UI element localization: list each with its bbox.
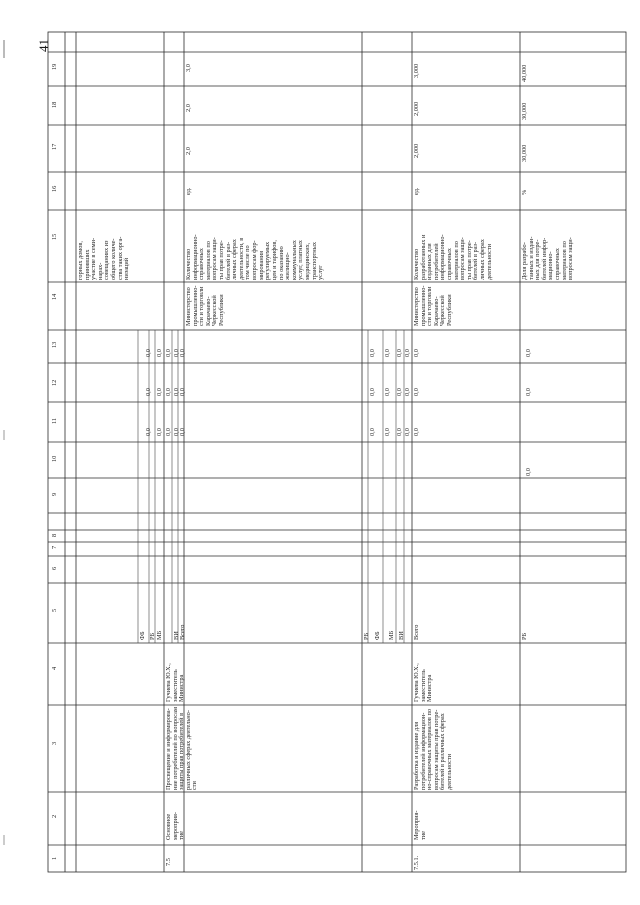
mid-fin-12-d: 0,0 (404, 388, 411, 396)
row-7-5-1-source-rb: РБ (521, 632, 528, 640)
col-num-13: 13 (51, 341, 58, 348)
col-num-14: 14 (51, 293, 58, 300)
row-7-5-1-v19-2: 40,000 (521, 64, 528, 82)
col-num-6: 6 (51, 566, 58, 570)
mid-fin-12-b: 0,0 (384, 388, 391, 396)
row-7-5-1-fin-12-rb: 0,0 (525, 388, 532, 396)
row-7-5-source-total: Всего (179, 624, 186, 640)
row-7-5-fin-12-b: 0,0 (156, 388, 163, 396)
row-7-5-fin-11-c: 0,0 (165, 428, 172, 436)
row-7-5-fin-13-b: 0,0 (156, 349, 163, 357)
row-7-5-fin-12-d: 0,0 (173, 388, 180, 396)
row-7-5-fin-13-e: 0,0 (179, 349, 186, 357)
margin-mark-top (3, 40, 5, 58)
col-num-17: 17 (51, 143, 58, 150)
row-7-5-1-v17-2: 30,000 (521, 144, 528, 162)
mid-fin-11-a: 0,0 (369, 428, 376, 436)
row-7-5-name: Просвещение и информирова- ние потребителей по вопросам защиты прав потребителей в различных сферах деятельно- сти (165, 707, 199, 790)
row-7-5-num: 7.5 (165, 858, 172, 866)
row-7-5-1-fin-11: 0,0 (413, 428, 420, 436)
row-7-5-fin-12-a: 0,0 (145, 388, 152, 396)
row-7-5-source-fb: ФБ (139, 631, 146, 640)
row-7-5-fin-11-e: 0,0 (179, 428, 186, 436)
row-7-5-fin-11-d: 0,0 (173, 428, 180, 436)
top-row-indicator: горных домов, принявших участие в семи- нарах- совещаниях из общего количе- ства таких орга- низаций (77, 236, 131, 280)
row-7-5-fin-13-a: 0,0 (145, 349, 152, 357)
row-7-5-type: Основное мероприя- тие (165, 812, 186, 840)
col-num-11: 11 (51, 417, 58, 424)
col-num-18: 18 (51, 101, 58, 108)
mid-source-vi: ВИ (398, 631, 405, 640)
col-num-9: 9 (51, 492, 58, 496)
mid-fin-13-a: 0,0 (369, 349, 376, 357)
row-7-5-1-v19-1: 3,000 (413, 63, 420, 78)
row-7-5-fin-13-d: 0,0 (173, 349, 180, 357)
col-num-8: 8 (51, 533, 58, 537)
row-7-5-source-mb: МБ (156, 630, 163, 640)
row-7-5-1-indicator-1: Количество разработанных и изданных для потребителей информационно- справочных материалов по вопросам защи- ты прав потре- бителей в раз- личных сферах деятельности (413, 234, 493, 280)
col-num-4: 4 (51, 666, 58, 670)
row-7-5-1-v17-1: 2,000 (413, 143, 420, 158)
row-7-5-1-responsible: Министерство промышленно- сти и торговли Карачаево- Черкесской Республики (413, 285, 454, 326)
row-7-5-1-fin-13: 0,0 (413, 349, 420, 357)
row-7-5-fin-11-a: 0,0 (145, 428, 152, 436)
row-7-5-source-rb: РБ (149, 632, 156, 640)
mid-fin-11-b: 0,0 (384, 428, 391, 436)
row-7-5-1-v18-1: 2,000 (413, 101, 420, 116)
row-7-5-v19: 3,0 (185, 64, 192, 72)
col-num-2: 2 (51, 814, 58, 818)
row-7-5-1-type: Мероприя- тие (413, 810, 427, 840)
row-7-5-indicator: Количество информационно- справочных материалов по вопросам защи- ты прав потре- бителей в раз- личных сферах деятельности, в том числе по вопросам фор- мирования регулируемых цен и тарифов, по оказанию жилищно- коммунальных услуг, платных медицинских, транспортных услуг (185, 234, 325, 280)
mid-fin-11-d: 0,0 (404, 428, 411, 436)
row-7-5-1-indicator-2: Доля разрабо- танных и издан- ных для потре- бителей инфор- мационно- справочных материалов по вопросам защи- (521, 236, 575, 280)
margin-mark-low (3, 835, 5, 845)
row-7-5-fin-11-b: 0,0 (156, 428, 163, 436)
mid-fin-11-c: 0,0 (396, 428, 403, 436)
mid-source-fb: ФБ (374, 631, 381, 640)
col-num-16: 16 (51, 185, 58, 192)
row-7-5-fin-12-c: 0,0 (165, 388, 172, 396)
col-num-1: 1 (51, 856, 58, 860)
mid-fin-12-a: 0,0 (369, 388, 376, 396)
row-7-5-1-fin-13-rb: 0,0 (525, 349, 532, 357)
mid-fin-13-d: 0,0 (404, 349, 411, 357)
row-7-5-fin-12-e: 0,0 (179, 388, 186, 396)
mid-source-mb: МБ (388, 630, 395, 640)
mid-fin-13-b: 0,0 (384, 349, 391, 357)
row-7-5-responsible: Министерство промышленно- сти и торговли Карачаево- Черкесской Республики (185, 285, 226, 326)
col-num-15: 15 (51, 233, 58, 240)
col-num-10: 10 (51, 455, 58, 462)
row-7-5-unit: ед. (185, 187, 192, 195)
row-7-5-v18: 2,0 (185, 104, 192, 112)
row-7-5-1-unit-2: % (521, 189, 528, 195)
col-num-7: 7 (51, 545, 58, 549)
row-7-5-executor: Гучиева Ю.Х., заместитель Министра (165, 663, 186, 702)
page-number: 41 (36, 39, 51, 52)
col-num-12: 12 (51, 379, 58, 386)
margin-mark-mid (3, 430, 5, 440)
mid-fin-12-c: 0,0 (396, 388, 403, 396)
row-7-5-1-name: Разработка и издание для потребителей информацион- но-справочных материалов по вопросам защиты прав потре- бителей в различных сферах деятельности (413, 709, 454, 790)
col-num-5: 5 (51, 608, 58, 612)
row-7-5-1-v18-2: 30,000 (521, 102, 528, 120)
row-7-5-1-executor: Гучиева Ю.Х., заместитель Министра (413, 663, 434, 702)
col-num-19: 19 (51, 63, 58, 70)
row-7-5-1-num: 7.5.1. (413, 855, 420, 870)
col-num-3: 3 (51, 741, 58, 745)
row-7-5-1-unit-1: ед. (413, 187, 420, 195)
mid-source-rb: РБ (363, 632, 370, 640)
row-7-5-source-vi: ВИ (173, 631, 180, 640)
row-7-5-fin-13-c: 0,0 (165, 349, 172, 357)
mid-fin-13-c: 0,0 (396, 349, 403, 357)
row-7-5-1-source-total: Всего (413, 624, 420, 640)
row-7-5-v17: 2,0 (185, 147, 192, 155)
row-7-5-1-fin-11-rb: 0,0 (525, 468, 532, 476)
row-7-5-1-fin-12: 0,0 (413, 388, 420, 396)
